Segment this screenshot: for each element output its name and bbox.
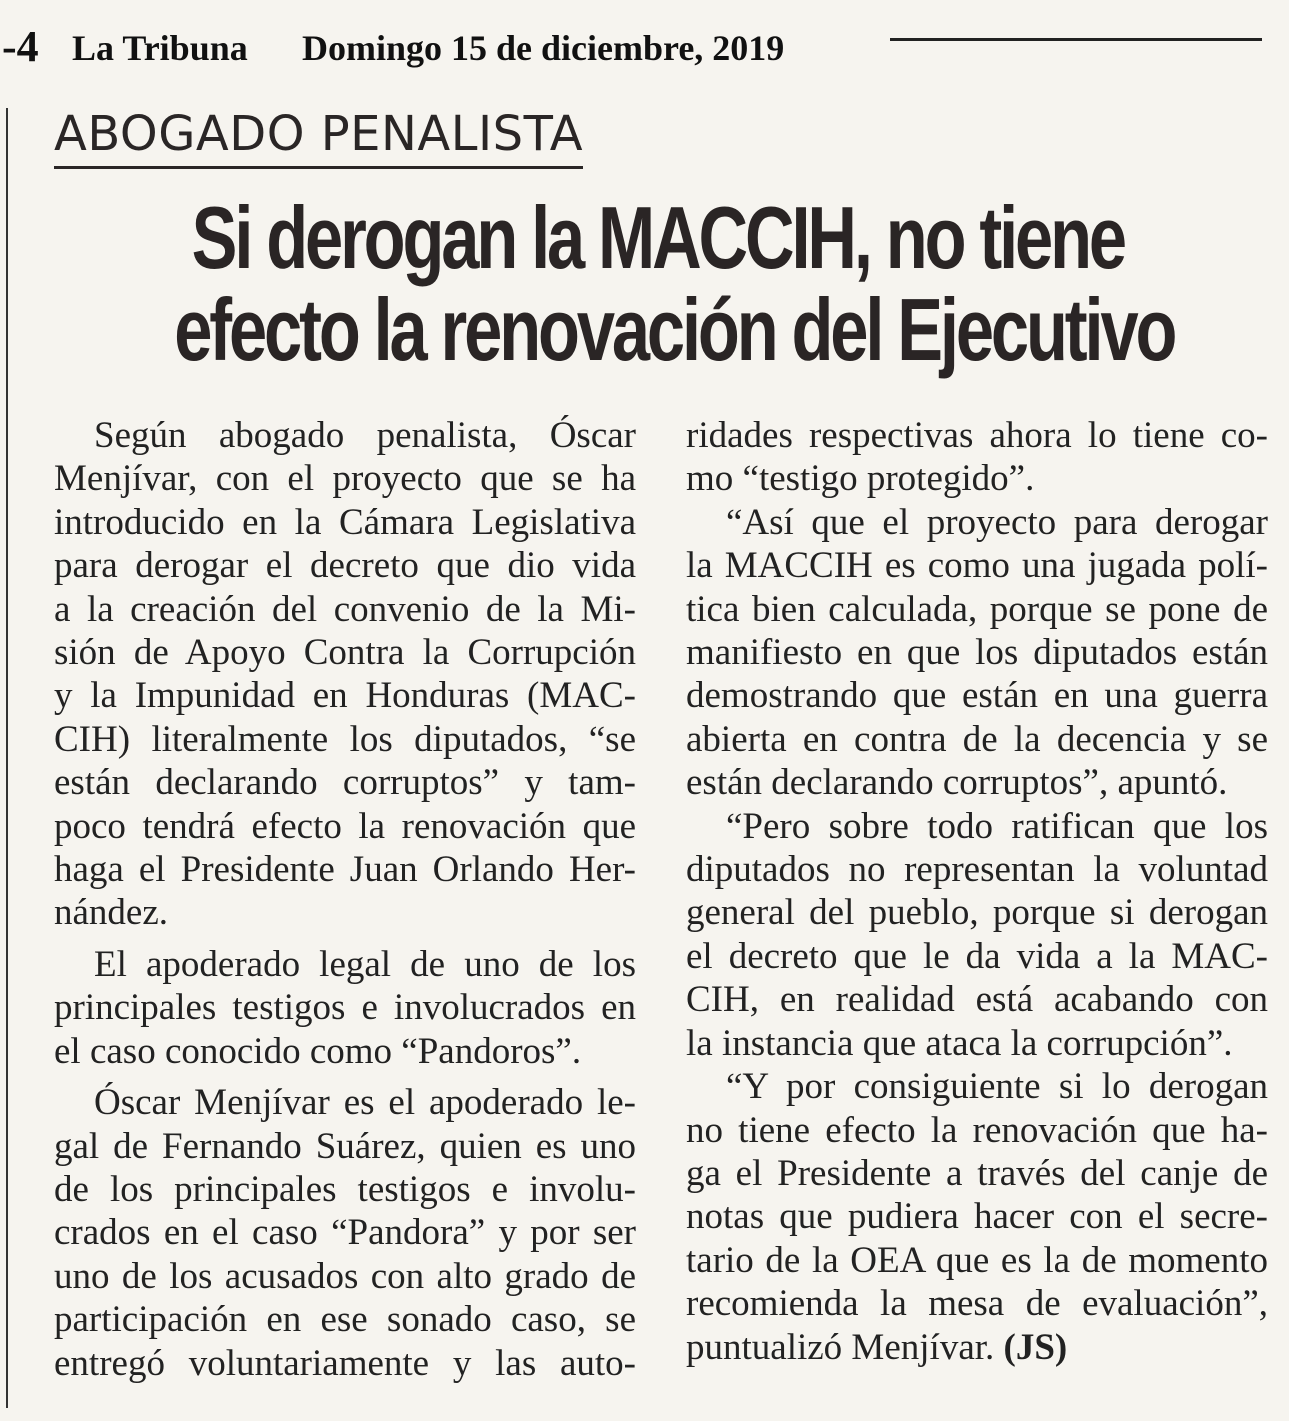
body-line: ga el Presidente a través del canje de — [686, 1152, 1268, 1194]
body-line: no tiene efecto la renovación que ha- — [686, 1109, 1268, 1151]
body-line: la instancia que ataca la corrupción”. — [686, 1022, 1233, 1064]
body-line: la MACCIH es como una jugada polí- — [686, 545, 1268, 587]
body-line: el caso conocido como “Pandoros”. — [54, 1030, 582, 1072]
body-line: gal de Fernando Suárez, quien es uno — [54, 1125, 636, 1167]
body-line: abierta en contra de la decencia y se — [686, 718, 1268, 760]
body-line: sión de Apoyo Contra la Corrupción — [54, 632, 636, 674]
body-line: están declarando corruptos”, apuntó. — [686, 762, 1228, 804]
body-line: participación en ese sonado caso, se — [54, 1299, 636, 1341]
body-line: “Y por consiguiente si lo derogan — [726, 1066, 1268, 1108]
body-line: diputados no representan la voluntad — [686, 849, 1268, 891]
body-line: tica bien calculada, porque se pone de — [686, 588, 1268, 630]
body-line: recomienda la mesa de evaluación”, — [686, 1283, 1268, 1325]
body-line: para derogar el decreto que dio vida — [54, 545, 636, 587]
article-headline — [174, 188, 1175, 379]
closing-line: puntualizó Menjívar. — [686, 1326, 995, 1368]
headline-line-2: efecto la renovación del Ejecutivo — [174, 280, 1175, 379]
publication-date: Domingo 15 de diciembre, 2019 — [302, 28, 785, 68]
body-line: mo “testigo protegido”. — [686, 458, 1035, 500]
body-line: Óscar Menjívar es el apoderado le- — [94, 1082, 636, 1124]
body-line: Según abogado penalista, Óscar — [94, 415, 636, 456]
body-line: El apoderado legal de uno de los — [94, 943, 636, 985]
body-line: a la creación del convenio de la Mi- — [54, 588, 636, 630]
body-line: demostrando que están en una guerra — [686, 675, 1268, 717]
body-line: de los principales testigos e involu- — [54, 1168, 636, 1210]
body-line: están declarando corruptos” y tam- — [54, 762, 636, 804]
body-line: el decreto que le da vida a la MAC- — [686, 935, 1268, 977]
article-column-left — [54, 414, 636, 1385]
body-line: manifiesto en que los diputados están — [686, 632, 1268, 674]
body-line: notas que pudiera hacer con el secre- — [686, 1196, 1268, 1238]
headline-line-1: Si derogan la MACCIH, no tiene — [191, 188, 1124, 287]
page-number: -4 — [2, 22, 39, 71]
body-line: “Así que el proyecto para derogar — [726, 501, 1268, 543]
body-line: nández. — [54, 892, 169, 934]
body-line: poco tendrá efecto la renovación que — [54, 805, 636, 847]
author-signature: (JS) — [1003, 1326, 1068, 1368]
body-line-final — [686, 1326, 1268, 1369]
body-line: uno de los acusados con alto grado de — [54, 1255, 636, 1297]
body-line: CIH) literalmente los diputados, “se — [54, 718, 636, 760]
body-line: y la Impunidad en Honduras (MAC- — [54, 675, 636, 717]
body-line: ridades respectivas ahora lo tiene co- — [686, 415, 1268, 456]
body-line: Menjívar, con el proyecto que se ha — [54, 458, 636, 500]
body-line: principales testigos e involucrados en — [54, 987, 636, 1029]
body-line: CIH, en realidad está acabando con — [686, 979, 1268, 1021]
header-rule — [890, 38, 1262, 41]
body-line: crados en el caso “Pandora” y por ser — [54, 1212, 636, 1254]
body-line: “Pero sobre todo ratifican que los — [726, 805, 1268, 847]
section-kicker: ABOGADO PENALISTA — [54, 106, 583, 169]
body-line: tario de la OEA que es la de momento — [686, 1239, 1268, 1281]
body-line: entregó voluntariamente y las auto- — [54, 1342, 636, 1384]
left-margin-rule — [6, 108, 8, 1408]
newspaper-name: La Tribuna — [72, 28, 248, 68]
article-column-right — [686, 414, 1268, 1369]
body-line: general del pueblo, porque si derogan — [686, 892, 1268, 934]
page-header — [0, 22, 1289, 72]
body-line: haga el Presidente Juan Orlando Her- — [54, 849, 636, 891]
body-line: introducido en la Cámara Legislativa — [54, 501, 636, 543]
